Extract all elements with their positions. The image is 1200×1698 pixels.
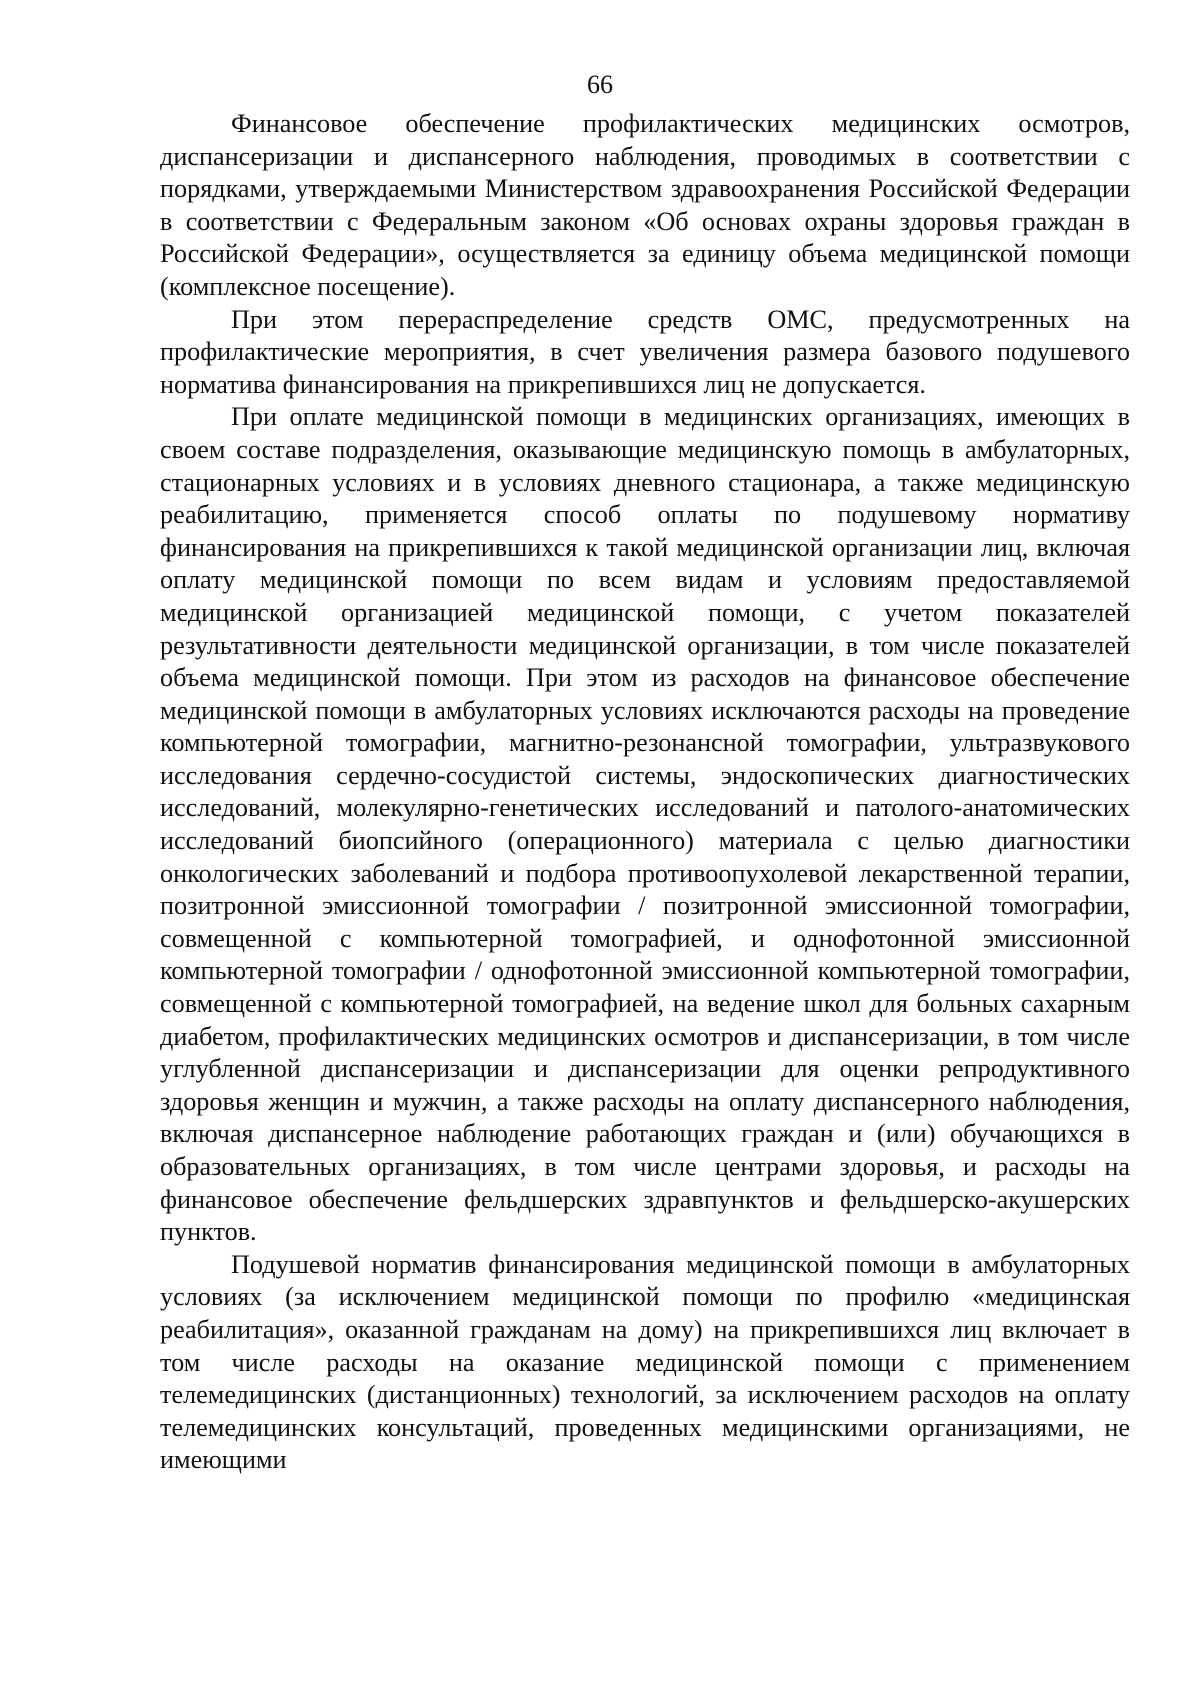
paragraph-1: Финансовое обеспечение профилактических медицинских осмотров, диспансеризации и диспансерного наблюдения, проводимых в соответствии с порядками, утверждаемыми Министерством здравоохранения Российской Федерации в соответствии с Федеральным законом «Об основах охраны здоровья граждан в Российской Федерации», осуществляется за единицу объема медицинской помощи (комплексное посещение). xyxy=(160,109,1130,301)
paragraph-2: При этом перераспределение средств ОМС, предусмотренных на профилактические мероприятия, в счет увеличения размера базового подушевого норматива финансирования на прикрепившихся лиц не допускается. xyxy=(160,304,1130,399)
document-body xyxy=(160,108,1130,1477)
paragraph-4: Подушевой норматив финансирования медицинской помощи в амбулаторных условиях (за исключением медицинской помощи по профилю «медицинская реабилитация», оказанной гражданам на дому) на прикрепившихся лиц включает в том числе расходы на оказание медицинской помощи с применением телемедицинских (дистанционных) технологий, за исключением расходов на оплату телемедицинских консультаций, проведенных медицинскими организациями, не имеющими xyxy=(160,1249,1130,1475)
page-number: 66 xyxy=(587,70,613,99)
paragraph-3: При оплате медицинской помощи в медицинских организациях, имеющих в своем составе подразделения, оказывающие медицинскую помощь в амбулаторных, стационарных условиях и в условиях дневного стационара, а также медицинскую реабилитацию, применяется способ оплаты по подушевому нормативу финансирования на прикрепившихся к такой медицинской организации лиц, включая оплату медицинской помощи по всем видам и условиям предоставляемой медицинской организацией медицинской помощи, с учетом показателей результативности деятельности медицинской организации, в том числе показателей объема медицинской помощи. При этом из расходов на финансовое обеспечение медицинской помощи в амбулаторных условиях исключаются расходы на проведение компьютерной томографии, магнитно-резонансной томографии, ультразвукового исследования сердечно-сосудистой системы, эндоскопических диагностических исследований, молекулярно-генетических исследований и патолого-анатомических исследований биопсийного (операционного) материала с целью диагностики онкологических заболеваний и подбора противоопухолевой лекарственной терапии, позитронной эмиссионной томографии / позитронной эмиссионной томографии, совмещенной с компьютерной томографией, и однофотонной эмиссионной компьютерной томографии / однофотонной эмиссионной компьютерной томографии, совмещенной с компьютерной томографией, на ведение школ для больных сахарным диабетом, профилактических медицинских осмотров и диспансеризации, в том числе углубленной диспансеризации и диспансеризации для оценки репродуктивного здоровья женщин и мужчин, а также расходы на оплату диспансерного наблюдения, включая диспансерное наблюдение работающих граждан и (или) обучающихся в образовательных организациях, в том числе центрами здоровья, и расходы на финансовое обеспечение фельдшерских здравпунктов и фельдшерско-акушерских пунктов. xyxy=(160,402,1130,1247)
